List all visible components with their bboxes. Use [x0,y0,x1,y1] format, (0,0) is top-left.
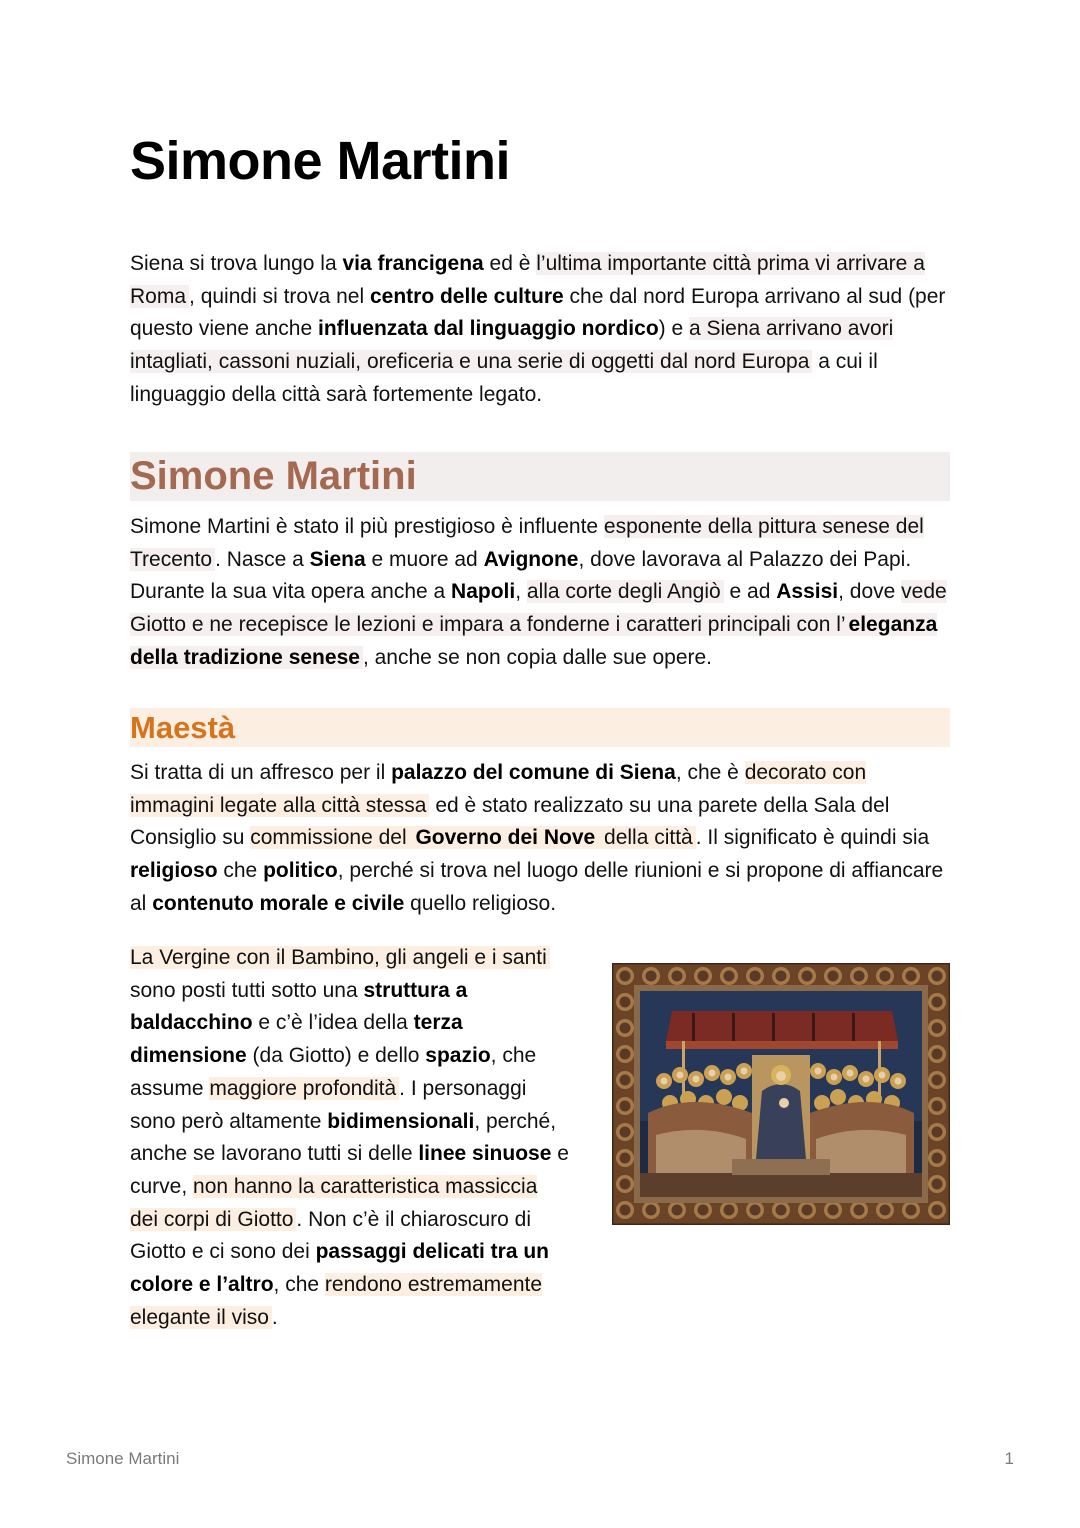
highlight: esponente della pittura senese del Trecento [130,515,924,571]
highlight: a Siena arrivano avori intagliati, cassoni nuziali, oreficeria e una serie di oggetti dal nord Europa [130,317,894,374]
highlight: alla corte degli Angiò [527,580,724,603]
maesta-fresco-image [612,963,950,1225]
intro-paragraph: Siena si trova lungo la via francigena ed è l’ultima importante città prima vi arrivare a Roma , quindi si trova nel centro delle culture che dal nord Europa arrivano al sud (per questo viene anche influenzata dal linguaggio nordico) e a Siena arrivano avori intagliati, cassoni nuziali, oreficeria e una serie di oggetti dal nord Europa a cui il linguaggio della città sarà fortemente legato. [130,252,946,406]
highlight: vede Giotto e ne recepisce le lezioni e impara a fonderne i caratteri principali con l’ [130,580,947,637]
footer-title: Simone Martini [66,1449,180,1468]
highlight: rendono estremamente elegante il viso [130,1273,543,1329]
highlight: non hanno la caratteristica massiccia dei corpi di Giotto [130,1174,538,1231]
maesta-paragraph: Si tratta di un affresco per il palazzo del comune di Siena, che è decorato con immagini legate alla città stessa ed è stato realizzato su una parete della Sala del Consiglio su commissione del Governo dei Nove della città . Il significato è quindi sia religioso che politico, perché si trova nel luogo delle riunioni e si propone di affiancare al contenuto morale e civile quello religioso. [130,761,944,915]
highlight: La Vergine con il Bambino, gli angeli e i santi [130,946,550,969]
highlight: commissione del [250,826,415,849]
description-paragraph: La Vergine con il Bambino, gli angeli e i santi sono posti tutti sotto una struttura a baldacchino e c’è l’idea della terza dimensione (da Giotto) e dello spazio, che assume maggiore profondità . I personaggi sono però altamente bidimensionali, perché, anche se lavorano tutti si delle linee sinuose e curve, non hanno la caratteristica massiccia dei corpi di Giotto . Non c’è il chiaroscuro di Giotto e ci sono dei passaggi delicati tra un colore e l’altro, che rendono estremamente elegante il viso . [130,946,569,1329]
section-heading-artist: Simone Martini [130,452,950,501]
artist-paragraph: Simone Martini è stato il più prestigioso è influente esponente della pittura senese del Trecento . Nasce a Siena e muore ad Avignone, dove lavorava al Palazzo dei Papi. Durante la sua vita opera anche a Napoli, alla corte degli Angiò e ad Assisi, dove vede Giotto e ne recepisce le lezioni e impara a fonderne i caratteri principali con l’ eleganza della tradizione senese , anche se non copia dalle sue opere. [130,515,947,669]
page-title: Simone Martini [130,131,511,191]
section-heading-maesta: Maestà [130,708,950,747]
highlight: l’ultima importante città prima vi arrivare a Roma [130,252,925,308]
page-number: 1 [1004,1449,1014,1468]
highlight: maggiore profondità [209,1077,399,1100]
highlight: decorato con immagini legate alla città stessa [130,761,867,817]
